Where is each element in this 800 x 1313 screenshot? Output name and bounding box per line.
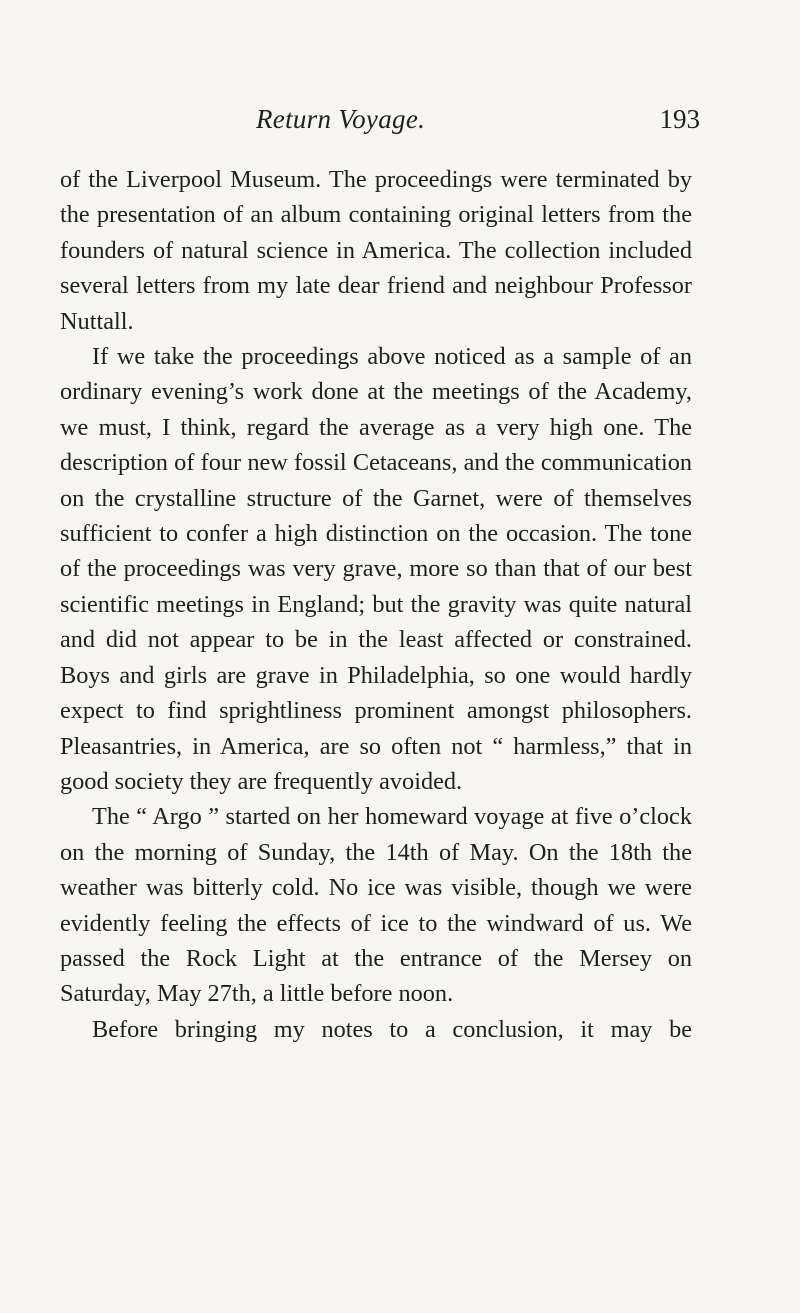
paragraph-continued: of the Liverpool Museum. The proceedings were terminated by the presentation of an album containing original letters from the founders of natural science in America. The collection included several letters from my late dear friend and neighbour Professor Nuttall. xyxy=(60,166,692,335)
running-title: Return Voyage. xyxy=(256,104,426,134)
running-head xyxy=(60,104,700,140)
body-text xyxy=(60,162,692,1047)
paragraph-conclusion-start: Before bringing my notes to a conclusion, it may be xyxy=(92,1015,692,1043)
paragraph-proceedings: If we take the proceedings above noticed as a sample of an ordinary evening’s work done at the meetings of the Academy, we must, I think, regard the average as a very high one. The description of four new fossil Cetaceans, and the communication on the crystalline structure of the Garnet, were of themselves sufficient to confer a high distinction on the occasion. The tone of the proceedings was very grave, more so than that of our best scientific meetings in England; but the gravity was quite natural and did not appear to be in the least affected or constrained. Boys and girls are grave in Philadelphia, so one would hardly expect to find sprightliness prominent amongst philosophers. Pleasantries, in America, are so often not “ harmless,” that in good society they are frequently avoided. xyxy=(60,343,692,795)
page-number: 193 xyxy=(659,104,700,134)
paragraph-argo-voyage: The “ Argo ” started on her homeward voyage at five o’clock on the morning of Sunday, the 14th of May. On the 18th the weather was bitterly cold. No ice was visible, though we were evidently feeling the effects of ice to the windward of us. We passed the Rock Light at the entrance of the Mersey on Saturday, May 27th, a little before noon. xyxy=(60,803,692,1008)
